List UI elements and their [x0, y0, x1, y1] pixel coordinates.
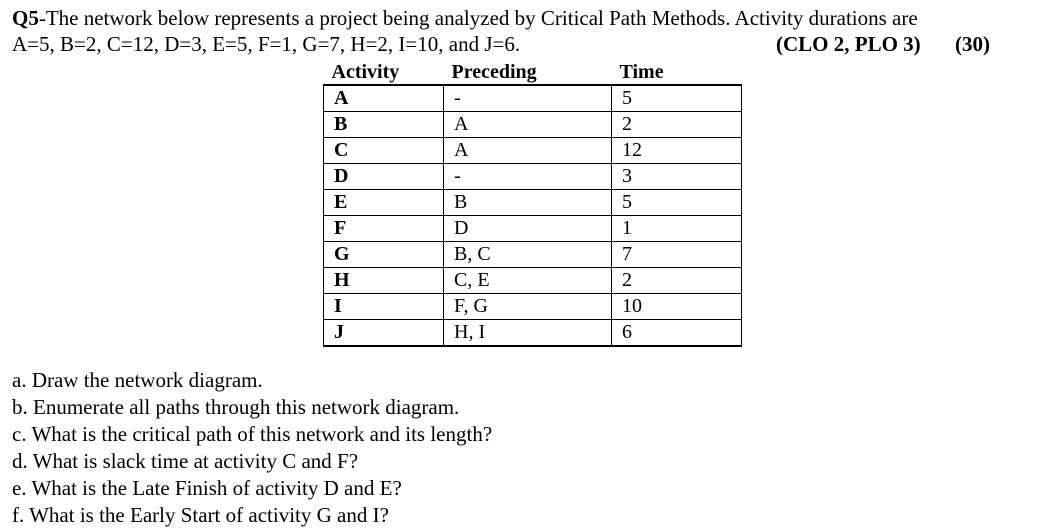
- time-cell: 6: [612, 320, 742, 347]
- preceding-cell: -: [444, 164, 612, 190]
- preceding-cell: -: [444, 85, 612, 112]
- preceding-cell: H, I: [444, 320, 612, 347]
- preceding-cell: C, E: [444, 268, 612, 294]
- activity-cell: C: [324, 138, 444, 164]
- table-row: [324, 190, 742, 216]
- time-cell: 5: [612, 190, 742, 216]
- table-row: [324, 138, 742, 164]
- question-intro: -The network below represents a project being analyzed by Critical Path Methods. Activity durations are: [38, 6, 918, 30]
- table-row: [324, 164, 742, 190]
- preceding-cell: A: [444, 112, 612, 138]
- preceding-cell: B: [444, 190, 612, 216]
- activity-table: [323, 60, 742, 347]
- activity-cell: F: [324, 216, 444, 242]
- table-row: [324, 85, 742, 112]
- header-preceding: Preceding: [444, 60, 612, 85]
- subquestion-e: e. What is the Late Finish of activity D and E?: [12, 476, 402, 500]
- subquestion-f: f. What is the Early Start of activity G and I?: [12, 503, 389, 527]
- time-cell: 5: [612, 85, 742, 112]
- preceding-cell: A: [444, 138, 612, 164]
- time-cell: 2: [612, 268, 742, 294]
- activity-cell: E: [324, 190, 444, 216]
- time-cell: 1: [612, 216, 742, 242]
- subquestion-c: c. What is the critical path of this network and its length?: [12, 422, 493, 446]
- time-cell: 10: [612, 294, 742, 320]
- activity-cell: H: [324, 268, 444, 294]
- subquestion-a: a. Draw the network diagram.: [12, 368, 263, 392]
- table-row: [324, 242, 742, 268]
- question-label: Q5: [12, 6, 39, 30]
- header-time: Time: [612, 60, 742, 85]
- activity-cell: I: [324, 294, 444, 320]
- preceding-cell: F, G: [444, 294, 612, 320]
- table-row: [324, 320, 742, 347]
- header-activity: Activity: [324, 60, 444, 85]
- clo-plo: (CLO 2, PLO 3): [776, 32, 921, 56]
- table-row: [324, 268, 742, 294]
- preceding-cell: B, C: [444, 242, 612, 268]
- time-cell: 2: [612, 112, 742, 138]
- subquestion-d: d. What is slack time at activity C and F?: [12, 449, 359, 473]
- activity-cell: A: [324, 85, 444, 112]
- time-cell: 12: [612, 138, 742, 164]
- marks: (30): [955, 32, 990, 56]
- question-line-1: [12, 6, 918, 30]
- activity-cell: B: [324, 112, 444, 138]
- subquestion-b: b. Enumerate all paths through this network diagram.: [12, 395, 460, 419]
- activity-cell: J: [324, 320, 444, 347]
- activity-cell: G: [324, 242, 444, 268]
- time-cell: 7: [612, 242, 742, 268]
- table-row: [324, 112, 742, 138]
- table-row: [324, 294, 742, 320]
- table-row: [324, 216, 742, 242]
- table-header-row: [324, 60, 742, 85]
- activity-cell: D: [324, 164, 444, 190]
- preceding-cell: D: [444, 216, 612, 242]
- time-cell: 3: [612, 164, 742, 190]
- question-line-2: A=5, B=2, C=12, D=3, E=5, F=1, G=7, H=2, I=10, and J=6.: [12, 32, 521, 56]
